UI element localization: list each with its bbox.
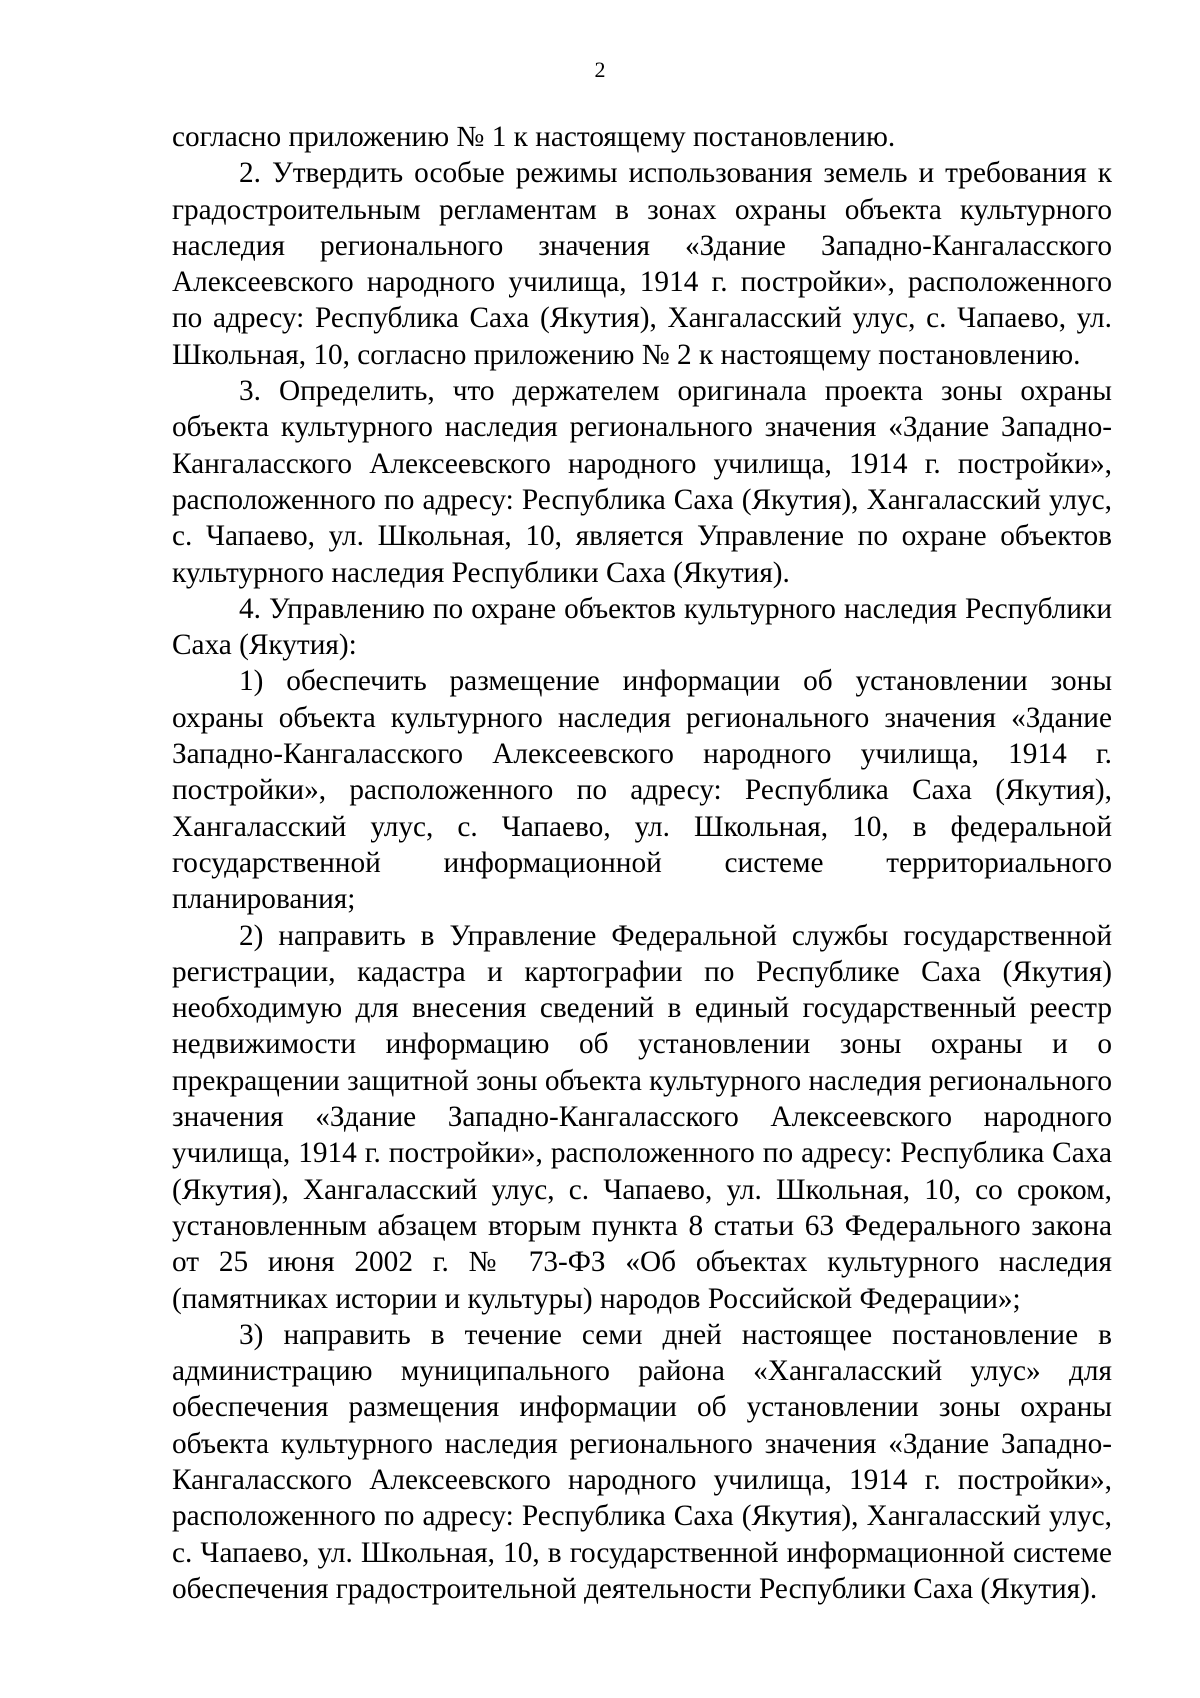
paragraph-subitem-1: 1) обеспечить размещение информации об установлении зоны охраны объекта культурного наследия регионального значения «Здание Западно-Кангаласского Алексеевского народного училища, 1914 г. постройки», расположенного по адресу: Республика Саха (Якутия), Хангаласский улус, с. Чапаево, ул. Школьная, 10, в федеральной государственной информационной системе территориального планирования; xyxy=(172,665,1112,916)
paragraph-item-4: 4. Управлению по охране объектов культурного наследия Республики Саха (Якутия): xyxy=(172,592,1112,662)
paragraph-subitem-2: 2) направить в Управление Федеральной службы государственной регистрации, кадастра и картографии по Республике Саха (Якутия) необходимую для внесения сведений в единый государственный реестр недвижимости информацию об установлении зоны охраны и о прекращении защитной зоны объекта культурного наследия регионального значения «Здание Западно-Кангаласского Алексеевского народного училища, 1914 г. постройки», расположенного по адресу: Республика Саха (Якутия), Хангаласский улус, с. Чапаево, ул. Школьная, 10, со сроком, установленным абзацем вторым пункта 8 статьи 63 Федерального закона от 25 июня 2002 г. № 73-ФЗ «Об объектах культурного наследия (памятниках истории и культуры) народов Российской Федерации»; xyxy=(172,919,1112,1315)
document-body xyxy=(172,119,1112,1607)
page-number: 2 xyxy=(594,57,606,82)
paragraph-item-3: 3. Определить, что держателем оригинала проекта зоны охраны объекта культурного наследия регионального значения «Здание Западно-Кангаласского Алексеевского народного училища, 1914 г. постройки», расположенного по адресу: Республика Саха (Якутия), Хангаласский улус, с. Чапаево, ул. Школьная, 10, является Управление по охране объектов культурного наследия Республики Саха (Якутия). xyxy=(172,375,1112,589)
paragraph-continuation: согласно приложению № 1 к настоящему постановлению. xyxy=(172,121,896,153)
paragraph-item-2: 2. Утвердить особые режимы использования земель и требования к градостроительным регламентам в зонах охраны объекта культурного наследия регионального значения «Здание Западно-Кангаласского Алексеевского народного училища, 1914 г. постройки», расположенного по адресу: Республика Саха (Якутия), Хангаласский улус, с. Чапаево, ул. Школьная, 10, согласно приложению № 2 к настоящему постановлению. xyxy=(172,157,1112,371)
paragraph-subitem-3: 3) направить в течение семи дней настоящее постановление в администрацию муниципального района «Хангаласский улус» для обеспечения размещения информации об установлении зоны охраны объекта культурного наследия регионального значения «Здание Западно-Кангаласского Алексеевского народного училища, 1914 г. постройки», расположенного по адресу: Республика Саха (Якутия), Хангаласский улус, с. Чапаево, ул. Школьная, 10, в государственной информационной системе обеспечения градостроительной деятельности Республики Саха (Якутия). xyxy=(172,1318,1112,1605)
